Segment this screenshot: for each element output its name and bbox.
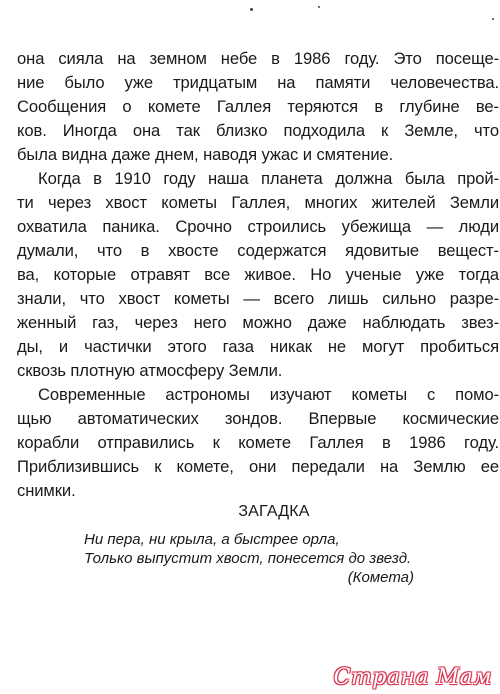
riddle-line: Только выпустит хвост, понесется до звезд. <box>84 550 412 567</box>
text-line: охватила паника. Срочно строились убежища — люди <box>17 217 499 236</box>
text-line: Современные астрономы изучают кометы с помо- <box>38 385 499 404</box>
text-line: была видна даже днем, наводя ужас и смятение. <box>17 145 394 164</box>
scan-speck <box>318 6 320 8</box>
text-line: женный газ, через него можно даже наблюдать звез- <box>17 313 499 332</box>
riddle-answer: (Комета) <box>347 569 414 586</box>
riddle-line: Ни пера, ни крыла, а быстрее орла, <box>84 531 340 548</box>
text-line: корабли отправились к комете Галлея в 1986 году. <box>17 433 499 452</box>
text-line: Сообщения о комете Галлея теряются в глубине ве- <box>17 97 499 116</box>
text-line: ва, которые отравят все живое. Но ученые уже тогда <box>17 265 499 284</box>
text-line: думали, что в хвосте содержатся ядовитые вещест- <box>17 241 499 260</box>
scan-speck <box>250 8 253 11</box>
text-line: ти через хвост кометы Галлея, многих жителей Земли <box>17 193 499 212</box>
text-line: снимки. <box>17 481 76 500</box>
text-line: щью автоматических зондов. Впервые космические <box>17 409 499 428</box>
text-line: Приблизившись к комете, они передали на Землю ее <box>17 457 499 476</box>
text-line: Когда в 1910 году наша планета должна была прой- <box>38 169 499 188</box>
riddle-title: ЗАГАДКА <box>238 503 310 520</box>
site-watermark: Страна Мам <box>333 665 492 690</box>
text-line: она сияла на земном небе в 1986 году. Это посеще- <box>17 49 499 68</box>
text-line: сквозь плотную атмосферу Земли. <box>17 361 283 380</box>
text-line: знали, что хвост кометы — всего лишь сильно разре- <box>17 289 499 308</box>
text-line: ды, и частички этого газа никак не могут пробиться <box>17 337 499 356</box>
text-line: ние было уже тридцатым на памяти человечества. <box>17 73 499 92</box>
scan-speck <box>492 18 494 20</box>
text-line: ков. Иногда она так близко подходила к Земле, что <box>17 121 499 140</box>
